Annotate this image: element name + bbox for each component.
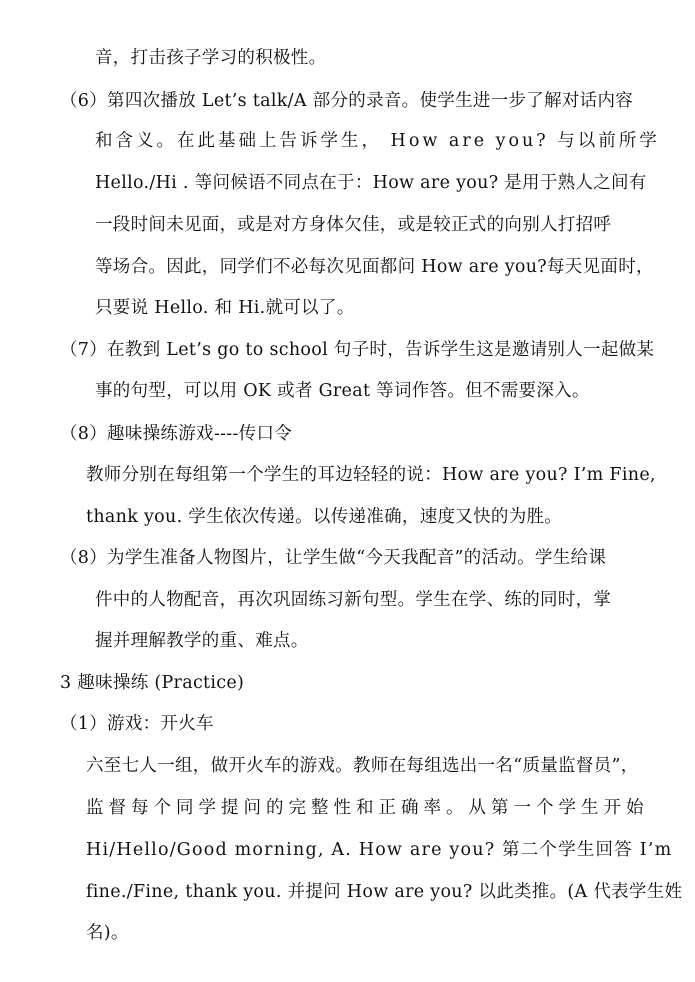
text-line: Hi/Hello/Good morning, A. How are you? 第二个学生回答 I’m (86, 840, 673, 860)
text-line: 六至七人一组，做开火车的游戏。教师在每组选出一名“质量监督员”， (86, 756, 639, 776)
text-line: Hello./Hi . 等问候语不同点在于：How are you? 是用于熟人之间有 (95, 173, 647, 193)
text-line: 监督每个同学提问的完整性和正确率。从第一个学生开始 (86, 798, 649, 818)
text-line: 握并理解教学的重、难点。 (95, 631, 309, 651)
text-line: fine./Fine, thank you. 并提问 How are you? 以此类推。(A 代表学生姓 (86, 882, 683, 902)
text-line: 名)。 (86, 923, 129, 943)
text-line: 一段时间未见面，或是对方身体欠佳，或是较正式的向别人打招呼 (95, 215, 612, 235)
text-line: 只要说 Hello. 和 Hi.就可以了。 (95, 298, 355, 318)
text-line: 和含义。在此基础上告诉学生， How are you? 与以前所学 (95, 131, 660, 151)
text-line: （1）游戏：开火车 (60, 714, 214, 734)
text-line: 音，打击孩子学习的积极性。 (95, 48, 327, 68)
text-line: （8）为学生准备人物图片，让学生做“今天我配音”的活动。学生给课 (60, 548, 607, 568)
text-line: 事的句型，可以用 OK 或者 Great 等词作答。但不需要深入。 (95, 381, 590, 401)
text-line: thank you. 学生依次传递。以传递准确，速度又快的为胜。 (86, 507, 563, 527)
text-line: 教师分别在每组第一个学生的耳边轻轻的说：How are you? I’m Fine, (86, 465, 656, 485)
section-heading: 3 趣味操练 (Practice) (60, 673, 245, 693)
text-line: （6）第四次播放 Let’s talk/A 部分的录音。使学生进一步了解对话内容 (60, 91, 634, 111)
text-line: （7）在教到 Let’s go to school 句子时，告诉学生这是邀请别人一起做某 (60, 340, 655, 360)
text-line: 件中的人物配音，再次巩固练习新句型。学生在学、练的同时，掌 (95, 590, 612, 610)
text-line: （8）趣味操练游戏----传口令 (60, 424, 293, 444)
text-line: 等场合。因此，同学们不必每次见面都问 How are you?每天见面时， (95, 257, 654, 277)
